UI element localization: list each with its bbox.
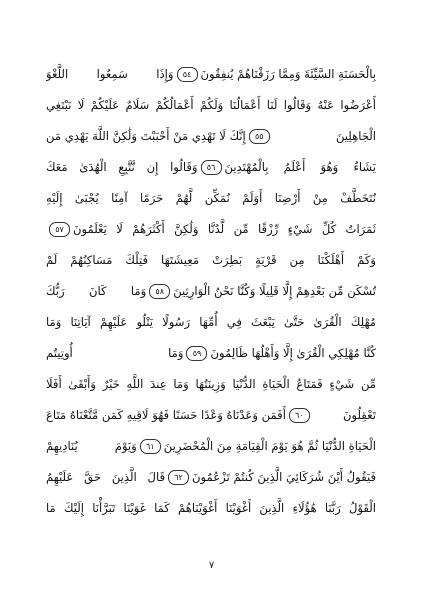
- line-text: وَمَا كَانَ رَبُّكَ: [46, 284, 147, 298]
- ayah-marker: ٥٧: [49, 222, 70, 237]
- ayah-marker: ٥٤: [177, 67, 198, 82]
- line-text: وَإِذَا سَمِعُوا اللَّغْوَ: [46, 67, 174, 81]
- line-text: نُتَخَطَّفْ مِنْ أَرْضِنَا أَوَلَمْ نُمَكِّن لَّهُمْ حَرَمًا آمِنًا يُجْبَىٰ إِلَيْهِ: [46, 191, 376, 205]
- line-text: قَالَ الَّذِينَ حَقَّ عَلَيْهِمُ: [46, 470, 166, 484]
- text-line-6: [46, 214, 376, 245]
- line-text: وَيَوْمَ يُنَادِيهِمْ: [46, 439, 137, 453]
- text-line-7: [46, 245, 376, 276]
- line-text: أَفَمَن وَعَدْنَاهُ وَعْدًا حَسَنًا فَهُوَ لَاقِيهِ كَمَن مَّتَّعْنَاهُ مَتَاعَ: [46, 408, 286, 422]
- ayah-marker: ٦٢: [168, 470, 189, 485]
- line-text: وَقَالُوا إِن نَّتَّبِعِ الْهُدَىٰ مَعَكَ: [46, 160, 198, 174]
- ayah-marker: ٦١: [140, 439, 161, 454]
- line-text: مُهْلِكَ الْقُرَىٰ حَتَّىٰ يَبْعَثَ فِي أُمِّهَا رَسُولًا يَتْلُو عَلَيْهِمْ آيَاتِنَا وَمَا: [46, 315, 376, 329]
- line-text: وَكَمْ أَهْلَكْنَا مِن قَرْيَةٍ بَطِرَتْ مَعِيشَتَهَا فَتِلْكَ مَسَاكِنُهُمْ لَمْ: [46, 253, 376, 267]
- text-line-1: [46, 59, 376, 90]
- ayah-marker: ٦٠: [289, 408, 310, 423]
- text-line-5: [46, 183, 376, 214]
- text-line-2: [46, 90, 376, 121]
- text-line-15: [46, 493, 376, 524]
- line-text: مِّن شَيْءٍ فَمَتَاعُ الْحَيَاةِ الدُّنْيَا وَزِينَتُهَا وَمَا عِندَ اللَّهِ خَيْرٌ وَأَبْقَىٰ أَفَلَا: [46, 377, 376, 391]
- ayah-marker: ٥٦: [201, 160, 222, 175]
- line-text: تَعْقِلُونَ: [342, 408, 376, 422]
- ayah-marker: ٥٨: [149, 284, 170, 299]
- ayah-marker: ٥٩: [186, 346, 207, 361]
- text-line-4: [46, 152, 376, 183]
- text-line-10: [46, 338, 376, 369]
- line-text: فَيَقُولُ أَيْنَ شُرَكَائِيَ الَّذِينَ كُنتُمْ تَزْعُمُونَ: [192, 470, 376, 484]
- line-text: كُنَّا مُهْلِكِي الْقُرَىٰ إِلَّا وَأَهْلُهَا ظَالِمُونَ: [210, 346, 376, 360]
- ayah-marker: ٥٥: [249, 129, 270, 144]
- line-text: أَعْرَضُوا عَنْهُ وَقَالُوا لَنَا أَعْمَالُنَا وَلَكُمْ أَعْمَالُكُمْ سَلَامٌ عَلَيْكُمْ لَا نَبْتَغِي: [46, 98, 376, 112]
- quran-text-block: [46, 59, 376, 524]
- text-line-11: [46, 369, 376, 400]
- text-line-9: [46, 307, 376, 338]
- text-line-3: [46, 121, 376, 152]
- text-line-12: [46, 400, 376, 431]
- line-text: الْحَيَاةِ الدُّنْيَا ثُمَّ هُوَ يَوْمَ الْقِيَامَةِ مِنَ الْمُحْضَرِينَ: [163, 439, 376, 453]
- line-text: الْجَاهِلِينَ: [335, 129, 376, 143]
- text-line-8: [46, 276, 376, 307]
- line-text: يَشَاءُ وَهُوَ أَعْلَمُ بِالْمُهْتَدِينَ: [224, 160, 376, 174]
- text-line-14: [46, 462, 376, 493]
- line-text: الْقَوْلُ رَبَّنَا هَٰؤُلَاءِ الَّذِينَ أَغْوَيْنَا أَغْوَيْنَاهُمْ كَمَا غَوَيْنَا تَبَرَّأْنَا إِلَيْكَ مَا: [46, 501, 376, 515]
- line-text: بِالْحَسَنَةِ السَّيِّئَةَ وَمِمَّا رَزَقْنَاهُمْ يُنفِقُونَ: [200, 67, 376, 81]
- line-text: وَمَا أُوتِيتُم: [46, 346, 184, 360]
- line-text: تُسْكَن مِّن بَعْدِهِمْ إِلَّا قَلِيلًا وَكُنَّا نَحْنُ الْوَارِثِينَ: [173, 284, 376, 298]
- text-line-13: [46, 431, 376, 462]
- line-text: إِنَّكَ لَا تَهْدِي مَنْ أَحْبَبْتَ وَلَٰكِنَّ اللَّهَ يَهْدِي مَن: [46, 129, 246, 143]
- line-text: ثَمَرَاتُ كُلِّ شَيْءٍ رِّزْقًا مِّن لَّدُنَّا وَلَٰكِنَّ أَكْثَرَهُمْ لَا يَعْلَمُونَ: [73, 222, 376, 236]
- page-number: ٧: [208, 560, 215, 571]
